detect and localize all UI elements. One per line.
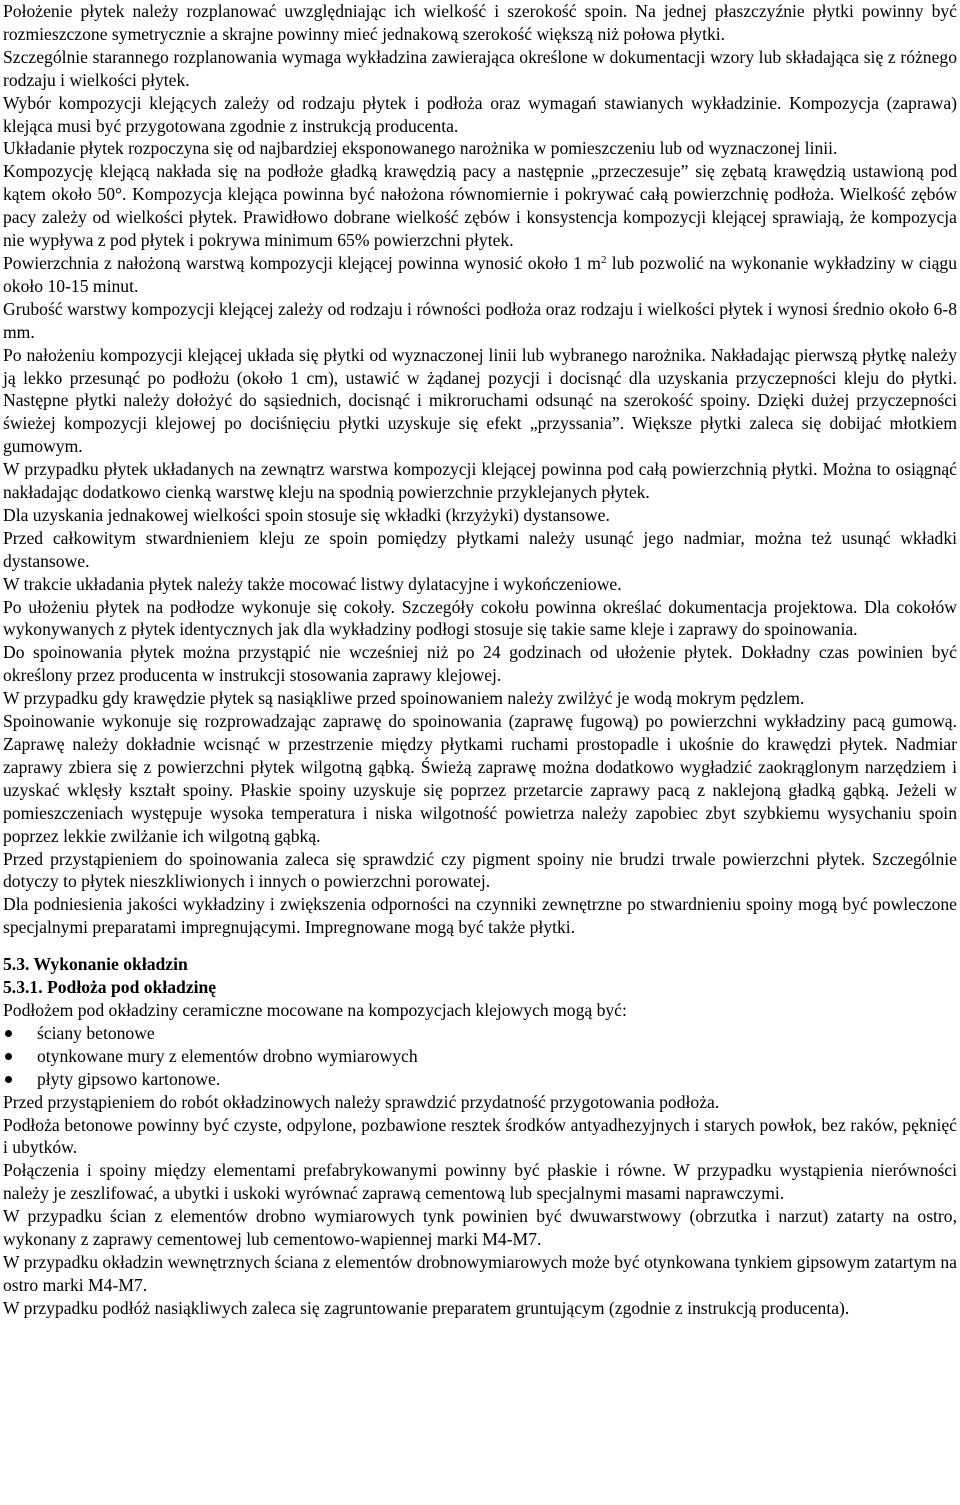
paragraph: Grubość warstwy kompozycji klejącej zależy od rodzaju i równości podłoża oraz rodzaju i wielkości płytek i wynosi średnio około 6-8 mm. [3,298,957,342]
bullet-icon [5,1076,12,1083]
list-item [3,1022,957,1045]
paragraph: Dla uzyskania jednakowej wielkości spoin stosuje się wkładki (krzyżyki) dystansowe. [3,504,610,525]
paragraph: Przed całkowitym stwardnieniem kleju ze spoin pomiędzy płytkami należy usunąć jego nadmiar, można też usunąć wkładki dystansowe. [3,527,957,571]
paragraph: Położenie płytek należy rozplanować uwzględniając ich wielkość i szerokość spoin. Na jednej płaszczyźnie płytki powinny być rozmieszczone symetrycznie a skrajne powinny mieć jednakową szerokość większą niż połowa płytki. [3,1,957,44]
list-item-text: otynkowane mury z elementów drobno wymiarowych [37,1045,418,1066]
paragraph: W przypadku gdy krawędzie płytek są nasiąkliwe przed spoinowaniem należy zwilżyć je wodą mokrym pędzlem. [3,688,805,709]
surface-text-before: Powierzchnia z nałożoną warstwą kompozycji klejącej powinna wynosić około 1 m [3,252,601,273]
section-heading: 5.3. Wykonanie okładzin [3,954,188,975]
list-item-text: płyty gipsowo kartonowe. [37,1068,221,1089]
paragraph: Połączenia i spoiny między elementami prefabrykowanymi powinny być płaskie i równe. W przypadku wystąpienia nierówności należy je zeszlifować, a ubytki i uskoki wyrównać zaprawą cementową lub specjalnymi masami naprawczymi. [3,1160,957,1204]
surface-text-after: lub pozwolić na wykonanie wykładziny w ciągu około 10-15 minut. [3,252,957,296]
paragraph: Po ułożeniu płytek na podłodze wykonuje się cokoły. Szczegóły cokołu powinna określać dokumentacja projektowa. Dla cokołów wykonywanych z płytek identycznych jak dla wykładziny podłogi stosuje się takie same kleje i zaprawy do spoinowania. [3,596,957,640]
bullet-icon [5,1030,12,1037]
paragraph: W przypadku okładzin wewnętrznych ściana z elementów drobnowymiarowych może być otynkowana tynkiem gipsowym zatartym na ostro marki M4-M7. [3,1251,957,1295]
paragraph: Przed przystąpieniem do robót okładzinowych należy sprawdzić przydatność przygotowania podłoża. [3,1091,720,1112]
paragraph: Przed przystąpieniem do spoinowania zaleca się sprawdzić czy pigment spoiny nie brudzi trwale powierzchni płytek. Szczególnie dotyczy to płytek nieszkliwionych i innych o powierzchni porowatej. [3,848,957,892]
bullet-list [3,1022,957,1091]
paragraph: Kompozycję klejącą nakłada się na podłoże gładką krawędzią pacy a następnie „przeczesuje” się zębatą krawędzią ustawioną pod kątem około 50°. Kompozycja klejąca powinna być nałożona równomiernie i pokrywać całą powierzchnię podłoża. Wielkość zębów pacy zależy od wielkości płytek. Prawidłowo dobrane wielkość zębów i konsystencja kompozycji klejącej sprawiają, że kompozycja nie wypływa z pod płytek i pokrywa minimum 65% powierzchni płytek. [3,161,957,251]
paragraph: W przypadku płytek układanych na zewnątrz warstwa kompozycji klejącej powinna pod całą powierzchnią płytki. Można to osiągnąć nakładając dodatkowo cienką warstwę kleju na spodnią powierzchnie przyklejanych płytek. [3,459,957,503]
paragraph: Dla podniesienia jakości wykładziny i zwiększenia odporności na czynniki zewnętrzne po stwardnieniu spoiny mogą być powleczone specjalnymi preparatami impregnującymi. Impregnowane mogą być także płytki. [3,894,957,938]
bullet-icon [5,1053,12,1060]
paragraph: Po nałożeniu kompozycji klejącej układa się płytki od wyznaczonej linii lub wybranego narożnika. Nakładając pierwszą płytkę należy ją lekko przesunąć po podłożu (około 1 cm), ustawić w żądanej pozycji i docisnąć dla uzyskania przyczepności kleju do płytki. Następne płytki należy dołożyć do sąsiednich, docisnąć i mikroruchami odsunąć na szerokość spoiny. Dzięki dużej przyczepności świeżej kompozycji klejowej po dociśnięciu płytki uzyskuje się efekt „przyssania”. Większe płytki zaleca się dobijać młotkiem gumowym. [3,344,957,457]
paragraph: Układanie płytek rozpoczyna się od najbardziej eksponowanego narożnika w pomieszczeniu lub od wyznaczonej linii. [3,138,838,159]
paragraph: W trakcie układania płytek należy także mocować listwy dylatacyjne i wykończeniowe. [3,573,622,594]
subsection-heading: 5.3.1. Podłoża pod okładzinę [3,977,217,998]
paragraph: Szczególnie starannego rozplanowania wymaga wykładzina zawierająca określone w dokumentacji wzory lub składająca się z różnego rodzaju i wielkości płytek. [3,46,957,90]
list-item [3,1068,957,1091]
paragraph-surface [3,252,957,298]
paragraph: Spoinowanie wykonuje się rozprowadzając zaprawę do spoinowania (zaprawę fugową) po powierzchni wykładziny pacą gumową. Zaprawę należy dokładnie wcisnąć w przestrzenie między płytkami ruchami prostopadle i ukośnie do krawędzi płytek. Nadmiar zaprawy zbiera się z powierzchni płytek wilgotną gąbką. Świeżą zaprawę można dodatkowo wygładzić zaokrąglonym narzędziem i uzyskać wklęsły kształt spoiny. Płaskie spoiny uzyskuje się poprzez przetarcie zaprawy pacą z naklejoną gładką gąbką. Jeżeli w pomieszczeniach występuje wysoka temperatura i niska wilgotność powietrza należy zapobiec zbyt szybkiemu wysychaniu spoin poprzez lekkie zwilżanie ich wilgotną gąbką. [3,711,957,846]
paragraph: W przypadku podłóż nasiąkliwych zaleca się zagruntowanie preparatem gruntującym (zgodnie z instrukcją producenta). [3,1297,850,1318]
paragraph: Podłoża betonowe powinny być czyste, odpylone, pozbawione resztek środków antyadhezyjnych i starych powłok, bez raków, pęknięć i ubytków. [3,1114,957,1158]
paragraph-intro: Podłożem pod okładziny ceramiczne mocowane na kompozycjach klejowych mogą być: [3,999,627,1020]
list-item [3,1045,957,1068]
superscript: 2 [600,253,607,266]
paragraph: Do spoinowania płytek można przystąpić nie wcześniej niż po 24 godzinach od ułożenie płytek. Dokładny czas powinien być określony przez producenta w instrukcji stosowania zaprawy klejowej. [3,642,957,686]
section-spacer [3,939,957,953]
paragraph: W przypadku ścian z elementów drobno wymiarowych tynk powinien być dwuwarstwowy (obrzutka i narzut) zatarty na ostro, wykonany z zaprawy cementowej lub cementowo-wapiennej marki M4-M7. [3,1206,957,1250]
paragraph: Wybór kompozycji klejących zależy od rodzaju płytek i podłoża oraz wymagań stawianych wykładzinie. Kompozycja (zaprawa) klejąca musi być przygotowana zgodnie z instrukcją producenta. [3,92,957,136]
list-item-text: ściany betonowe [37,1022,155,1043]
